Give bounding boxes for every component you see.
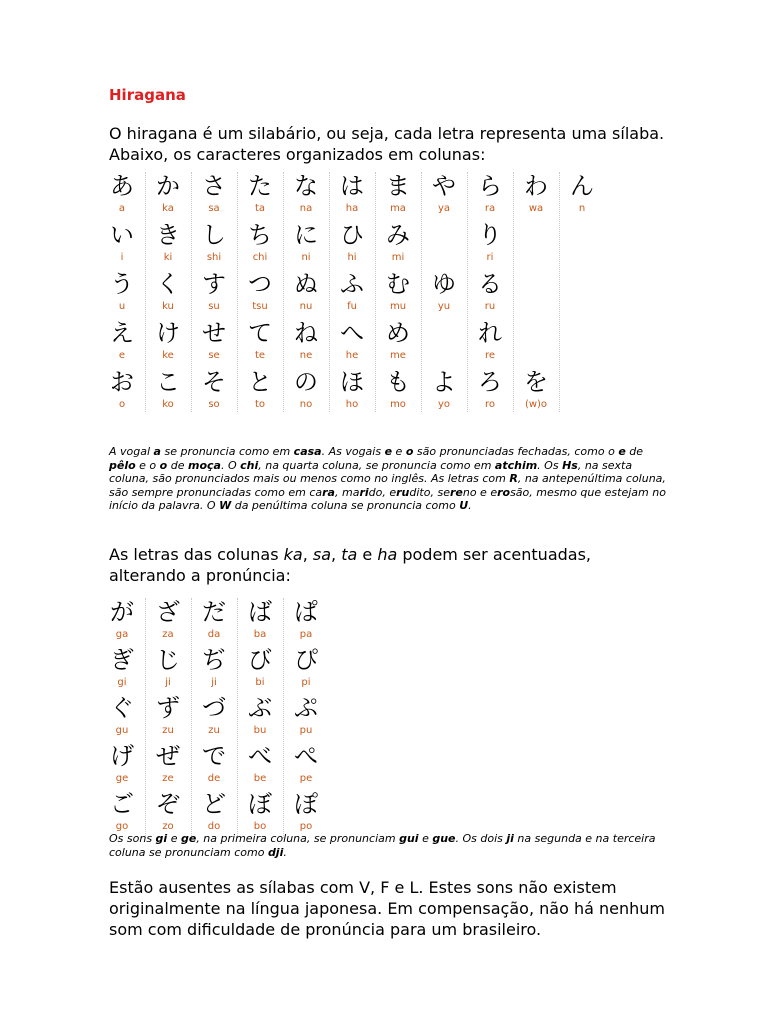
emphasis-text: U	[459, 499, 469, 513]
kana-character: け	[156, 319, 180, 347]
kana-character: ふ	[340, 270, 364, 298]
intro-paragraph: O hiragana é um silabário, ou seja, cada letra representa uma sílaba. Abaixo, os caracteres organizados em colunas:	[109, 124, 665, 164]
kana-cell	[145, 598, 191, 641]
kana-character: ば	[248, 598, 272, 626]
kana-romaji: mo	[390, 399, 406, 410]
kana-romaji: ne	[299, 350, 313, 361]
text-segment: e	[392, 445, 406, 458]
text-segment: , na primeira coluna, se pronunciam	[196, 832, 400, 845]
text-segment: , na antepenúltima coluna, são sempre pronunciadas como em ca	[109, 472, 666, 499]
kana-romaji: yu	[437, 301, 451, 312]
kana-cell	[513, 172, 559, 215]
closing-paragraph: Estão ausentes as sílabas com V, F e L. Estes sons não existem originalmente na língua japonesa. Em compensação, não há nenhum som com dificuldade de pronúncia para um brasileiro.	[109, 878, 665, 939]
kana-romaji: he	[345, 350, 359, 361]
kana-cell	[421, 368, 467, 411]
text-segment: A vogal	[109, 445, 154, 458]
kana-cell	[99, 221, 145, 264]
kana-character: ぎ	[110, 646, 134, 674]
kana-character: づ	[202, 694, 226, 722]
kana-character: り	[478, 221, 502, 249]
kana-cell	[375, 319, 421, 362]
kana-romaji: ka	[162, 203, 174, 214]
text-segment: e	[167, 832, 181, 845]
kana-romaji: de	[207, 773, 221, 784]
kana-romaji: ta	[254, 203, 266, 214]
kana-cell	[237, 694, 283, 737]
kana-character: ぽ	[294, 790, 318, 818]
kana-cell	[237, 646, 283, 689]
kana-cell	[145, 646, 191, 689]
kana-cell	[329, 319, 375, 362]
kana-romaji: te	[254, 350, 266, 361]
kana-cell	[283, 319, 329, 362]
emphasis-text: e	[384, 445, 393, 458]
kana-romaji: tsu	[252, 301, 268, 312]
emphasis-text: gi	[155, 832, 168, 845]
pronunciation-note	[109, 445, 669, 513]
kana-cell	[513, 368, 559, 411]
kana-character: ご	[110, 790, 134, 818]
text-segment: , ma	[334, 485, 360, 499]
kana-character: ぱ	[294, 598, 318, 626]
kana-cell	[283, 172, 329, 215]
kana-column	[283, 598, 329, 838]
kana-romaji: ha	[345, 203, 359, 214]
kana-cell	[283, 694, 329, 737]
kana-character: む	[386, 270, 410, 298]
kana-character: ら	[478, 172, 502, 200]
kana-character: は	[340, 172, 364, 200]
kana-romaji: be	[253, 773, 267, 784]
kana-cell	[99, 646, 145, 689]
kana-cell	[421, 172, 467, 215]
kana-romaji: wa	[528, 203, 544, 214]
emphasis-text: re	[449, 485, 463, 499]
kana-romaji: zo	[162, 821, 174, 832]
kana-character: ほ	[340, 368, 364, 396]
kana-romaji: ra	[484, 203, 496, 214]
kana-character: ぶ	[248, 694, 272, 722]
kana-character: わ	[524, 172, 548, 200]
kana-cell	[283, 742, 329, 785]
kana-romaji: to	[254, 399, 266, 410]
kana-character: ざ	[156, 598, 180, 626]
emphasis-text: casa	[293, 445, 322, 458]
text-segment: . As vogais	[321, 445, 385, 458]
kana-romaji: so	[208, 399, 220, 410]
kana-cell	[191, 790, 237, 833]
kana-character: ぢ	[202, 646, 226, 674]
kana-cell	[191, 270, 237, 313]
kana-cell	[467, 319, 513, 362]
kana-cell	[145, 694, 191, 737]
emphasis-text: ro	[497, 485, 511, 499]
kana-romaji: e	[118, 350, 126, 361]
kana-romaji: po	[299, 821, 313, 832]
text-segment: .	[283, 845, 287, 859]
page-title: Hiragana	[109, 86, 186, 104]
kana-cell	[421, 270, 467, 313]
kana-character: う	[110, 270, 134, 298]
kana-romaji: o	[118, 399, 126, 410]
text-segment: As letras das colunas	[109, 545, 284, 564]
text-segment: da penúltima coluna se pronuncia como	[231, 499, 460, 513]
kana-cell	[99, 790, 145, 833]
kana-cell	[191, 172, 237, 215]
kana-romaji: ba	[253, 629, 267, 640]
kana-romaji: mi	[391, 252, 405, 263]
kana-cell	[191, 368, 237, 411]
kana-romaji: se	[208, 350, 220, 361]
kana-character: し	[202, 221, 226, 249]
kana-column	[467, 172, 514, 412]
kana-cell	[191, 742, 237, 785]
kana-romaji: da	[207, 629, 221, 640]
kana-character: ぐ	[110, 694, 134, 722]
kana-romaji: pa	[299, 629, 313, 640]
kana-romaji: bu	[253, 725, 267, 736]
kana-character: ぺ	[294, 742, 318, 770]
kana-romaji: gi	[117, 677, 127, 688]
text-segment: são pronunciadas fechadas, como o	[413, 445, 619, 458]
emphasis-text: moça	[187, 458, 221, 472]
kana-character: ひ	[340, 221, 364, 249]
kana-cell	[191, 319, 237, 362]
kana-romaji: i	[120, 252, 124, 263]
kana-character: を	[524, 368, 548, 396]
kana-romaji: n	[578, 203, 586, 214]
emphasis-text: o	[405, 445, 414, 458]
kana-character: ず	[156, 694, 180, 722]
kana-romaji: ri	[486, 252, 494, 263]
kana-character: ぬ	[294, 270, 318, 298]
kana-romaji: yo	[437, 399, 451, 410]
kana-cell	[237, 598, 283, 641]
kana-cell	[145, 368, 191, 411]
kana-romaji: ke	[162, 350, 174, 361]
kana-romaji: ni	[301, 252, 311, 263]
kana-cell	[145, 221, 191, 264]
kana-column	[145, 172, 192, 412]
kana-column	[421, 172, 468, 412]
kana-cell	[329, 221, 375, 264]
text-segment: , na quarta coluna, se pronuncia como em	[258, 458, 495, 472]
kana-character: め	[386, 319, 410, 347]
kana-cell	[237, 221, 283, 264]
accent-intro-paragraph	[109, 544, 669, 586]
kana-cell	[145, 742, 191, 785]
kana-romaji: na	[299, 203, 313, 214]
emphasis-text: ha	[377, 545, 398, 564]
kana-character: ぼ	[248, 790, 272, 818]
kana-character: に	[294, 221, 318, 249]
kana-character: な	[294, 172, 318, 200]
kana-cell	[329, 172, 375, 215]
kana-character: ろ	[478, 368, 502, 396]
kana-character: よ	[432, 368, 456, 396]
kana-cell	[329, 368, 375, 411]
kana-cell	[467, 368, 513, 411]
kana-character: や	[432, 172, 456, 200]
kana-romaji: ku	[162, 301, 174, 312]
emphasis-text: ge	[180, 832, 197, 845]
kana-character: ぜ	[156, 742, 180, 770]
kana-column	[329, 172, 376, 412]
kana-character: の	[294, 368, 318, 396]
kana-cell	[237, 172, 283, 215]
emphasis-text: ru	[396, 485, 410, 499]
kana-cell	[375, 221, 421, 264]
kana-column	[559, 172, 605, 412]
text-segment: ,	[302, 545, 313, 564]
text-segment: podem ser acentuadas, alterando a pronúncia:	[109, 545, 591, 585]
emphasis-text: ra	[322, 485, 335, 499]
kana-column	[283, 172, 330, 412]
kana-character: く	[156, 270, 180, 298]
text-segment: dito, se	[409, 485, 450, 499]
kana-cell	[99, 694, 145, 737]
emphasis-text: Hs	[562, 458, 578, 472]
kana-column	[375, 172, 422, 412]
kana-character: す	[202, 270, 226, 298]
emphasis-text: e	[618, 445, 626, 458]
kana-romaji: ga	[115, 629, 129, 640]
text-segment: no e e	[462, 485, 498, 499]
kana-character: ゆ	[432, 270, 456, 298]
kana-character: か	[156, 172, 180, 200]
kana-romaji: ru	[484, 301, 496, 312]
kana-romaji: u	[118, 301, 126, 312]
emphasis-text: gui	[399, 832, 419, 845]
kana-cell	[329, 270, 375, 313]
kana-character: と	[248, 368, 272, 396]
kana-cell	[99, 270, 145, 313]
emphasis-text: gue	[432, 832, 456, 845]
kana-romaji: ki	[163, 252, 173, 263]
kana-cell	[191, 221, 237, 264]
kana-cell	[191, 694, 237, 737]
kana-romaji: sa	[208, 203, 220, 214]
text-segment: . O	[220, 458, 241, 472]
kana-character: へ	[340, 319, 364, 347]
kana-character: ま	[386, 172, 410, 200]
kana-character: き	[156, 221, 180, 249]
kana-cell	[191, 646, 237, 689]
text-segment: e	[357, 545, 378, 564]
emphasis-text: chi	[240, 458, 259, 472]
kana-character: る	[478, 270, 502, 298]
kana-column	[99, 172, 146, 412]
kana-character: で	[202, 742, 226, 770]
text-segment: Os sons	[109, 832, 156, 845]
kana-romaji: ze	[162, 773, 174, 784]
kana-cell	[145, 319, 191, 362]
kana-romaji: fu	[347, 301, 357, 312]
emphasis-text: o	[159, 458, 168, 472]
kana-romaji: a	[118, 203, 126, 214]
kana-romaji: za	[162, 629, 174, 640]
kana-cell	[145, 790, 191, 833]
kana-cell	[467, 221, 513, 264]
kana-romaji: ro	[484, 399, 495, 410]
kana-column	[191, 172, 238, 412]
kana-romaji: hi	[347, 252, 357, 263]
text-segment: e	[418, 832, 433, 845]
kana-romaji: (w)o	[524, 399, 548, 410]
text-segment: . Os dois	[455, 832, 507, 845]
kana-column	[191, 598, 238, 838]
kana-romaji: ma	[390, 203, 406, 214]
kana-romaji: pi	[301, 677, 311, 688]
text-segment: ,	[331, 545, 342, 564]
kana-character: が	[110, 598, 134, 626]
emphasis-text: pêlo	[109, 458, 136, 472]
text-segment: e o	[135, 458, 160, 472]
kana-column	[237, 598, 284, 838]
kana-romaji: ya	[437, 203, 451, 214]
kana-cell	[283, 270, 329, 313]
kana-romaji: pu	[299, 725, 313, 736]
kana-cell	[145, 172, 191, 215]
kana-cell	[467, 270, 513, 313]
kana-romaji: nu	[299, 301, 313, 312]
kana-romaji: shi	[206, 252, 222, 263]
kana-cell	[283, 646, 329, 689]
kana-romaji: ho	[345, 399, 359, 410]
kana-cell	[283, 598, 329, 641]
kana-character: そ	[202, 368, 226, 396]
kana-cell	[99, 368, 145, 411]
emphasis-text: sa	[312, 545, 332, 564]
kana-character: だ	[202, 598, 226, 626]
kana-cell	[237, 319, 283, 362]
kana-character: び	[248, 646, 272, 674]
kana-romaji: su	[208, 301, 220, 312]
kana-character: れ	[478, 319, 502, 347]
kana-character: ん	[570, 172, 594, 200]
kana-character: げ	[110, 742, 134, 770]
kana-character: ち	[248, 221, 272, 249]
kana-cell	[467, 172, 513, 215]
kana-character: お	[110, 368, 134, 396]
kana-romaji: mu	[389, 301, 407, 312]
emphasis-text: W	[219, 499, 232, 513]
emphasis-text: ji	[506, 832, 514, 845]
kana-cell	[237, 270, 283, 313]
accent-note	[109, 832, 669, 859]
kana-column	[513, 172, 560, 412]
kana-character: た	[248, 172, 272, 200]
kana-cell	[99, 172, 145, 215]
kana-character: も	[386, 368, 410, 396]
text-segment: se pronuncia como em	[160, 445, 294, 458]
kana-character: つ	[248, 270, 272, 298]
kana-column	[237, 172, 284, 412]
kana-cell	[191, 598, 237, 641]
kana-cell	[145, 270, 191, 313]
text-segment: na segunda e na terceira coluna se pronunciam como	[109, 832, 656, 859]
kana-character: ぴ	[294, 646, 318, 674]
kana-romaji: do	[207, 821, 221, 832]
kana-romaji: re	[484, 350, 496, 361]
kana-cell	[99, 598, 145, 641]
kana-cell	[375, 368, 421, 411]
emphasis-text: a	[153, 445, 161, 458]
text-segment: são, mesmo que estejam no início da palavra. O	[109, 485, 666, 513]
kana-cell	[283, 790, 329, 833]
kana-romaji: zu	[208, 725, 220, 736]
kana-romaji: ji	[211, 677, 217, 688]
kana-character: さ	[202, 172, 226, 200]
kana-cell	[375, 270, 421, 313]
kana-column	[145, 598, 192, 838]
emphasis-text: dji	[267, 845, 284, 859]
kana-cell	[99, 319, 145, 362]
kana-romaji: ji	[165, 677, 171, 688]
emphasis-text: ri	[359, 485, 369, 499]
text-segment: . Os	[537, 458, 563, 472]
kana-cell	[375, 172, 421, 215]
kana-cell	[559, 172, 605, 215]
emphasis-text: atchim	[494, 458, 538, 472]
kana-cell	[237, 368, 283, 411]
kana-character: み	[386, 221, 410, 249]
kana-cell	[99, 742, 145, 785]
kana-character: ね	[294, 319, 318, 347]
kana-romaji: ge	[115, 773, 129, 784]
emphasis-text: ta	[341, 545, 358, 564]
kana-romaji: ko	[162, 399, 174, 410]
text-segment: de	[625, 445, 644, 458]
kana-romaji: bo	[253, 821, 267, 832]
kana-character: え	[110, 319, 134, 347]
kana-romaji: zu	[162, 725, 174, 736]
kana-romaji: chi	[252, 252, 268, 263]
text-segment: , na sexta coluna, são pronunciados mais ou menos como no inglês. As letras com	[109, 458, 633, 486]
kana-cell	[237, 742, 283, 785]
kana-character: い	[110, 221, 134, 249]
kana-character: じ	[156, 646, 180, 674]
text-segment: .	[468, 499, 472, 513]
text-segment: do, e	[368, 485, 397, 499]
kana-romaji: bi	[255, 677, 265, 688]
kana-character: て	[248, 319, 272, 347]
kana-romaji: no	[299, 399, 313, 410]
kana-character: せ	[202, 319, 226, 347]
kana-cell	[283, 368, 329, 411]
emphasis-text: R	[509, 472, 518, 486]
kana-cell	[237, 790, 283, 833]
kana-character: ど	[202, 790, 226, 818]
kana-character: ぞ	[156, 790, 180, 818]
kana-character: べ	[248, 742, 272, 770]
kana-romaji: gu	[115, 725, 129, 736]
kana-romaji: go	[115, 821, 129, 832]
kana-character: ぷ	[294, 694, 318, 722]
kana-character: こ	[156, 368, 180, 396]
kana-character: あ	[110, 172, 134, 200]
kana-romaji: me	[390, 350, 406, 361]
kana-cell	[283, 221, 329, 264]
emphasis-text: ka	[283, 545, 303, 564]
kana-column	[99, 598, 146, 838]
kana-romaji: pe	[299, 773, 313, 784]
text-segment: de	[167, 458, 188, 472]
